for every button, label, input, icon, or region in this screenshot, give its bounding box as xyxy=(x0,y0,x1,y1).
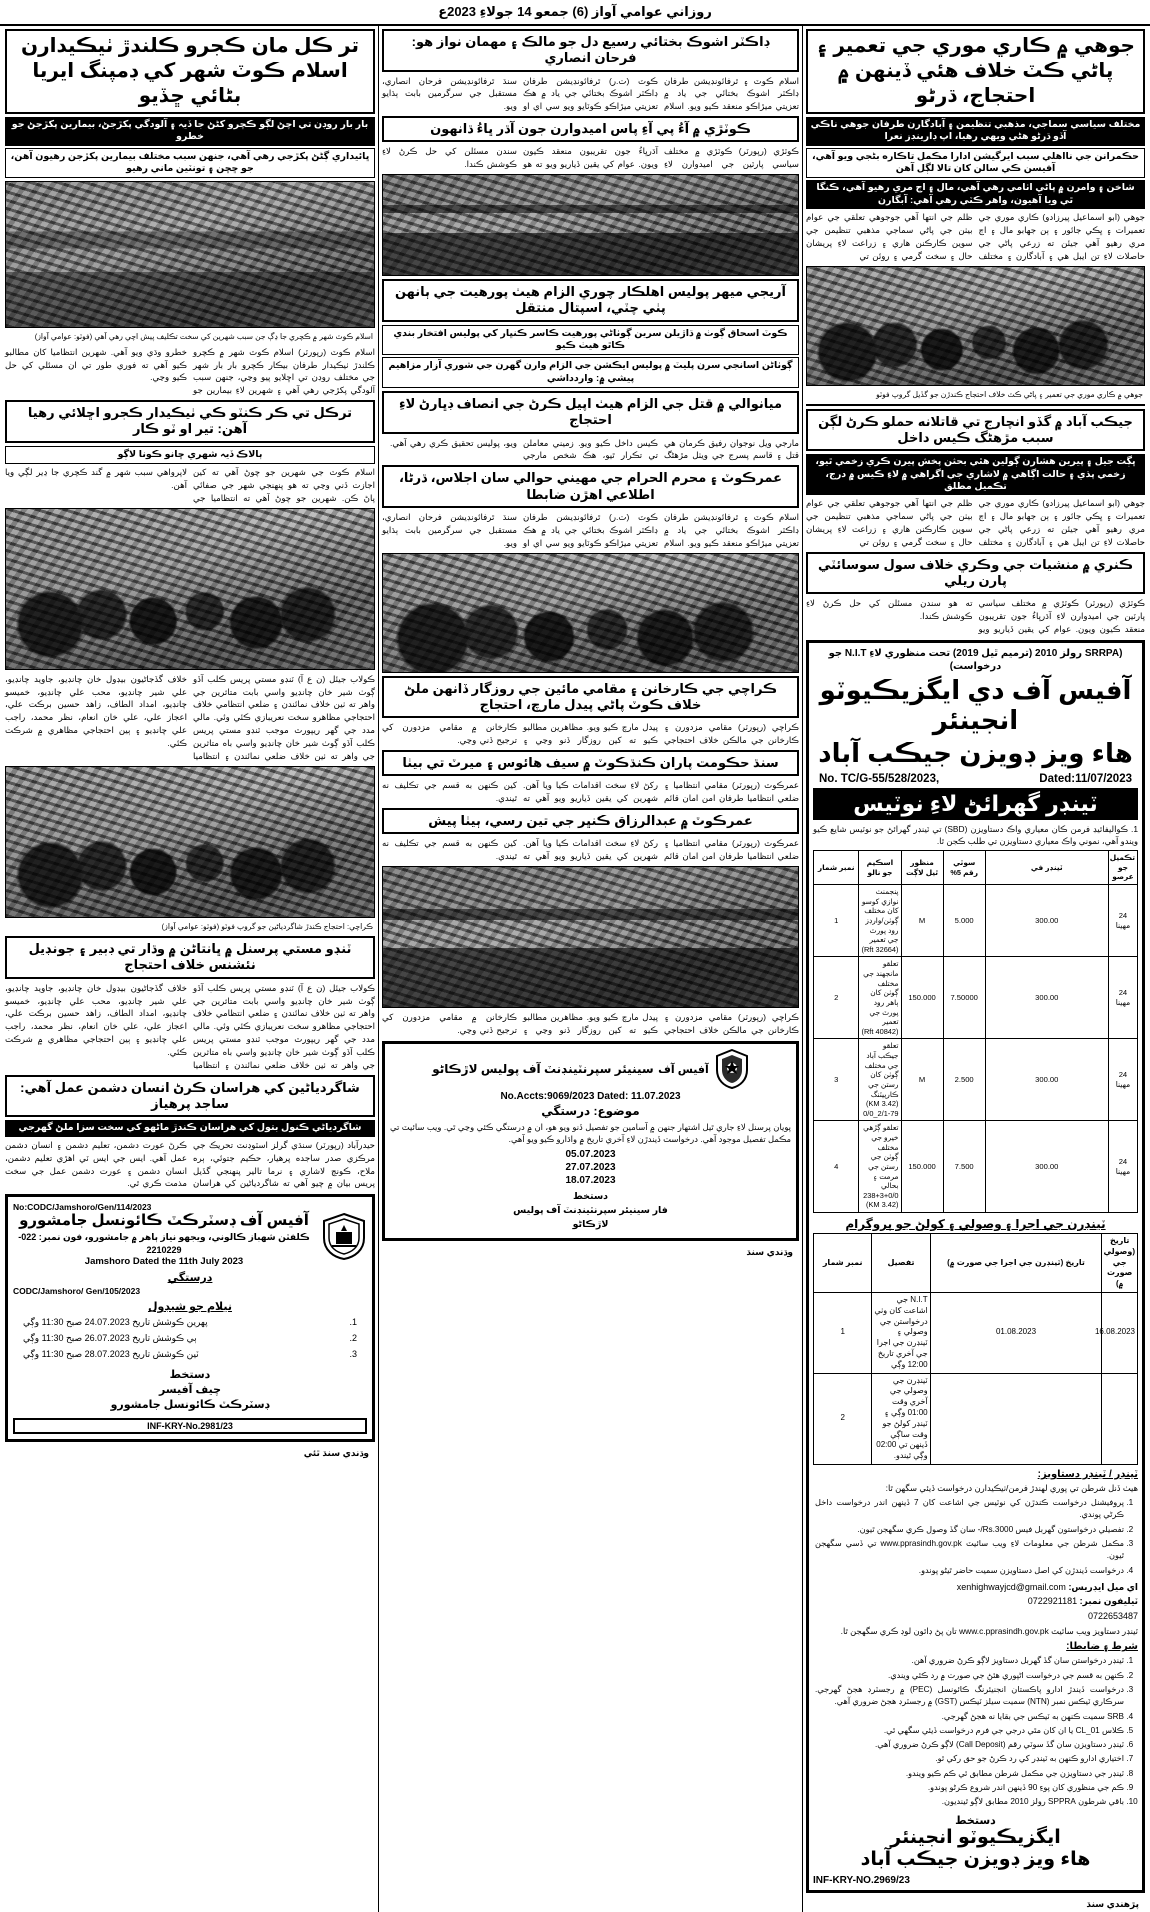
police-subject: موضوع: درستگي xyxy=(541,1103,640,1118)
headline-students: شاگردياڻين کي هراسان ڪرڻ انسان دشمن عمل آهي: ساجد پرهياز xyxy=(5,1075,375,1118)
police-advert xyxy=(382,1041,799,1241)
cell-scheme: پنجمنٺ نوازي کوسو کان مختلف ڳوٺن/وارڊز رود پورٽ جي تعمير (32664 Rft) xyxy=(859,885,901,957)
website-note: ٽينڊر دستاويز ويب سائيٽ www.c.pprasindh.gov.pk تان پڻ ڊائون لوڊ ڪري سگهجن ٿا. xyxy=(840,1626,1138,1637)
sign-division: هاء ويز ڊويزن جيڪب آباد xyxy=(860,1849,1091,1871)
table-row xyxy=(814,957,1138,1039)
footer-tagline-left: وڌندي سنڌ ٿئي xyxy=(303,1447,369,1458)
photo-meeting-room xyxy=(382,866,799,1008)
headline-ashok: ڊاڪٽر اشوڪ بختائي رسيع دل جو مالڪ ۽ مهمان نواز هو: فرحان انصاري xyxy=(382,29,799,72)
cell-duration: 24 مهينا xyxy=(1108,1121,1137,1213)
photo-caption-garbage: اسلام ڪوٽ شهر ۾ ڪچري جا ڍڳ جن سبب شهرين کي سخت تڪليف پيش اچي رهي آهي (فوٽو: عوامي آواز) xyxy=(34,332,373,342)
cell-fee: 300.00 xyxy=(985,957,1108,1039)
list-item: 8. ٽينڊر جي دستاويزن جي مڪمل شرطن مطابق ئي ڪم ڪيو ويندو. xyxy=(815,1768,1124,1780)
th-fee: ٽينڊر في xyxy=(985,851,1108,885)
th-sno: نمبر شمار xyxy=(814,851,859,885)
cell-desc: ٽينڊرن جي وصولي جي آخري وقت 01:00 وڳي ۽ ٽينڊر کولڻ جو وقت ساڳي ڏينهن تي 02:00 وڳي ٿيندو. xyxy=(872,1373,930,1464)
police-ref-1: 05.07.2023 xyxy=(565,1148,616,1160)
photo-women-rally xyxy=(5,508,375,670)
subline-islamkot-2: ٻالاڪ ڏيہ شهري ڇانو ڪونا لاڳو xyxy=(5,446,375,464)
list-item: 1. پروفيشنل درخواست ڪندڙن کي نوٽيس جي اشاعت کان 7 ڏينهن اندر درخواست داخل ڪرڻي پوندي. xyxy=(815,1497,1124,1522)
cell-fee: 300.00 xyxy=(985,1039,1108,1121)
cell-date2: 16.08.2023 xyxy=(1102,1293,1138,1374)
tender-no: No. TC/G-55/528/2023, xyxy=(819,772,940,785)
body-students: حيدرآباد (رپورٽر) سنڌي گرلز اسٽوڊنٽ تحريڪ جي مرڪزي صدر ساجده پرهيار، حڪيم جتوئي، ٻره ملاح، ڪونڄ لاشاري ۽ نرما تالير پنهنجي گڏيل پريس بيان ۾ چيو آهي ته شاگردياڻين کي هراسان ڪرڻ عورت دشمن، تعليم دشمن ۽ انسان دشمن عمل آهي. ايس جي ايس ٽي اهڙي تعليم دشمن، انسان دشمن ۽ عورت دشمن عمل جي سخت مذمت ڪري ٿي. xyxy=(5,1139,375,1189)
main-grid xyxy=(2,26,1148,1912)
jamshoro-list-title: نيلام جو شيڊول xyxy=(147,1301,232,1314)
cell-sno: 3 xyxy=(814,1039,859,1121)
phone-value-1: 0722921181 xyxy=(1027,1596,1078,1607)
schedule-table xyxy=(813,1233,1138,1465)
body-kunri: ڪوٽڙي (رپورٽر) ڪوٽڙي ۾ مختلف سياسي پارٽين جي اميدوارن لاءِ آڌرڀاءُ جون تقريبون منعقد ڪيون ويون. عوام کي يقين ڏياريو ويو ته هو سندن مسئلن کي حل ڪرڻ لاءِ ڪوشش ڪندا. xyxy=(806,598,1145,635)
tender-black-bar: ٽينڊر گهرائڻ لاءِ نوٽيس xyxy=(813,788,1138,820)
cell-sno: 4 xyxy=(814,1121,859,1213)
conditions-intro: هيٺ ڏنل شرطن تي پوري لهندڙ فرمن/ٺيڪيدارن درخواست ڏيئي سگهن ٿا: xyxy=(885,1483,1138,1493)
jamshoro-schedule-list xyxy=(13,1315,367,1362)
body-tando: ڪولاب جيئل (ن ع آ) ٽنڊو مستي پريس ڪلب آڏو ڳوٺ شير خان چانڊيو واسي بابت متاثرين جي واهر ته ٺين خلاف نمائندن ۽ ضلعي انتظامي خلاف احتجاجي مظاهرو سخت نعريبازي ڪئي وئي. مالي مدد جي گهر ريپورٽ موجب ٽنڊو مستي پريس ڪلب آڏو ڳوٺ شير خان چانڊيو واسي باه متاثرين جي واهر ته ٺين خلاف ضلعي نمائندن ۽ انتظاميا خلاف گڏجاڻيون بيڊول خان چانڊيو، جاويد چانڊيو، علي شير چانڊيو، محب علي چانڊيو، خميسو چانڊيو، امداد الطاف، زاهد حسين برڪت علي، اعجاز علي، علي خان انعام، نظر محمد، راجب علي چانڊيو ۽ ٻين احتجاجي مظاهري ۾ شرڪت ڪئي. xyxy=(5,982,375,1071)
headline-sindh-govt: سنڌ حڪومت پاران ڪنڌڪوٽ ۾ سيف هائوس ۽ ميرٽ تي بيٺا xyxy=(382,750,799,776)
conditions-title: ٽينڊر / ٽينڊر دستاويز: xyxy=(1037,1469,1138,1480)
footer-tagline-middle: وڌندي سنڌ xyxy=(746,1246,793,1257)
jamshoro-address: ڪلفٽن شهباز ڪالوني، ويجهو نياز ٻاهر ۾ جامشورو، فون نمبر: 022-2210229 xyxy=(18,1232,310,1255)
cell-scheme: تعلقو جيڪب آباد جي مختلف ڳوٺن کان رستن جي ڪارپيٽنگ (3.42 KM) 0/0_2/1-79 xyxy=(859,1039,901,1121)
schedule-title: ٽينڊرن جي اجرا ۽ وصولي ۽ کولڻ جو پروگرام xyxy=(845,1217,1106,1232)
cell-scheme: تعلقو ڳڙهي خيرو جي مختلف ڳوٺن جي رستن جي مرمت ۽ بحالي 0/0+3+238 (3.42 KM) xyxy=(859,1121,901,1213)
cell-earnest: 2.500 xyxy=(943,1039,985,1121)
cell-sno: 1 xyxy=(814,885,859,957)
jamshoro-ref-line: CODC/Jamshoro/ Gen/105/2023 xyxy=(13,1286,141,1297)
lead-subbar: مختلف سياسي سماجي، مذهبي تنظيمن ۽ آبادگارن طرفان جوهي ناڪي آڏو ڌرڻو هڻي ويهي رهيا، اپ ڊارينڊز نعرا xyxy=(806,117,1145,146)
item-text: ٻي ڪوشش تاريخ 26.07.2023 صبح 11:30 وڳي xyxy=(23,1333,197,1344)
police-office-line2: سينيئر سپرنٽينڊنٽ آف پوليس لاڙڪاڻو xyxy=(432,1061,654,1076)
list-item xyxy=(13,1315,367,1331)
th-date1: تاريخ (ٽينڊرن جي اجرا جي صورت ۾) xyxy=(930,1234,1102,1293)
th-earnest: سوٽي رقم 5% xyxy=(943,851,985,885)
cell-sno: 1 xyxy=(814,1293,872,1374)
tender-table-body xyxy=(814,885,1138,1213)
headline-mianwali: ميانوالي ۾ قتل جي الزام هيٺ اپيل ڪرڻ جي انصاف ڊڀارڻ لاءِ احتجاج xyxy=(382,391,799,434)
photo-women-protest xyxy=(382,553,799,673)
tender-note: 1. ڪواليفائيڊ فرمن ڪان معياري واڪ دستاويزن (SBD) تي ٽينڊر گهرائڻ جو نوٽيس شايع ڪيو ويندو آهي، نموني واڪ معياري دستاويزن تي طلب ڪجن ٿا. xyxy=(813,823,1138,846)
jamshoro-dateline: Jamshoro Dated the 11th July 2023 xyxy=(84,1256,244,1268)
subline-mehar: ڪوٽ اسحاق ڳوٺ ۾ ڌاڙيلن سرين ڳوٺاڻي پورهيت ڪاسر ڪنڀار کي پوليس افتخار بندي ڪاٿو هيٺ ڪيو xyxy=(382,325,799,356)
headline-kunri: ڪنري ۾ منشيات جي وڪري خلاف سول سوسائٽي پارن ريلي xyxy=(806,552,1145,595)
tender-date: Dated:11/07/2023 xyxy=(1039,772,1132,785)
tender-title-division: هاء ويز ڊويزن جيڪب آباد xyxy=(818,737,1133,768)
body-islamkot-2: اسلام ڪوٽ جي شهرين جو چوڻ آهي ته کين اجازت ڏني وڃي ته هو پنهنجي شهر جي صفائي پاڻ ڪن. شهرين جو چوڻ آهي ته انتظاميا جي لاپرواهي سبب شهر ۾ گند ڪچري جا ڍير لڳي ويا آهن. xyxy=(5,467,375,503)
body-umarkot-muharram: اسلام ڪوٽ ۽ ٿرفائونڊيشن طرفان ڊاڪٽر اشوڪ بختائي جي ياد ۾ تعزيتي ميڙاڪو منعقد ڪيو ويو. اسلام ڪوٽ (ت.ر) ٿرفائونڊيشن طرفان ڊاڪٽر اشوڪ بختائي جي ياد ۾ هڪ تعزيتي ميڙاڪو ڪوٽايو ويو سي اي او سنڌ ٿرفائونڊيشن فرحان انصاري، مستقبل جي سرگرمين بابت ٻڌايو ويو. xyxy=(382,511,799,548)
photo-protest-johi xyxy=(806,266,1145,386)
cell-cost: 150.000 xyxy=(901,957,943,1039)
cell-date1 xyxy=(930,1373,1102,1464)
list-item: 10. باقي شرطون SPPRA رولز 2010 مطابق لاڳو ٿينديون. xyxy=(815,1796,1124,1808)
headline-umarkot-muharram: عمرڪوٽ ۽ محرم الحرام جي مهيني حوالي سان اجلاس، ڌرڻا، اطلاعي اهڙن ضابطا xyxy=(382,465,799,508)
police-sign-label: دستخط xyxy=(572,1190,609,1202)
headline-kotri: ڪوٽڙي ۾ آءُ پي آءِ پاس اميدوارن جون آڌر ڀاءُ ڌانهون xyxy=(382,116,799,142)
jamshoro-sign-label: دستخط xyxy=(169,1368,211,1381)
list-item: 5. ڪلاس CL_01 يا ان کان مٿي درجي جي فرم درخواست ڏيئي سگهي ٿي. xyxy=(815,1725,1124,1737)
list-item: 4. SRB سميت ڪنهن به ٽيڪس جي بقايا نه هجڻ گهرجي. xyxy=(815,1711,1124,1723)
headline-jacobabad: جيڪب آباد ۾ گڏو انچارج تي قاتلانه حملو ڪرڻ لڳن سبب مڙهڻگ ڪيس داخل xyxy=(806,409,1145,452)
th-sched-desc: تفصيل xyxy=(872,1234,930,1293)
left-column xyxy=(2,26,378,1912)
cell-earnest: 7.50000 xyxy=(943,957,985,1039)
cell-duration: 24 مهينا xyxy=(1108,885,1137,957)
item-text: پهرين ڪوشش تاريخ 24.07.2023 صبح 11:30 وڳي xyxy=(23,1317,208,1328)
jamshoro-ref-top: No:CODC/Jamshoro/Gen/114/2023 xyxy=(13,1202,152,1213)
body-jacobabad: جوهي (ابو اسماعيل پيرزادو) ڪاري موري جي تعميرات ۽ ڀڪي جائور ۽ ٻن جهابو مال ۽ اڄ مري رهيو آهي جيئن ته زرعي پاڻي جي حاصلات لاءِ تن ايبل هي ۽ آبادگارن ۽ مختلف ظلم جي انتها آهي جوجوهي تعلقي جي عوام بيٺن جي پاڻي سماجي مذهبي تنظيمن جي سوين ڪارڪنن هاري ۽ زراعت لاءِ پريشان حال ۽ سخت گرمي ۽ روئن تي xyxy=(806,498,1145,548)
cell-earnest: 5.000 xyxy=(943,885,985,957)
list-item xyxy=(13,1331,367,1347)
item-no: 3. xyxy=(349,1348,357,1359)
photo-press-club xyxy=(382,174,799,276)
email-label: اي ميل ايڊريس: xyxy=(1068,1581,1138,1592)
jamshoro-title: آفيس آف ڊسٽرڪٽ ڪائونسل جامشورو xyxy=(19,1212,309,1230)
terms-list xyxy=(815,1655,1124,1808)
footer-middle xyxy=(382,1245,799,1260)
jamshoro-header xyxy=(13,1212,367,1267)
photo-caption-johi: جوهي ۾ ڪاري موري جي تعمير ۽ پاڻي ڪٽ خلاف احتجاج ڪندڙن جو گڏيل گروپ فوٽو xyxy=(876,389,1143,399)
police-account-line: No.Accts:9069/2023 Dated: 11.07.2023 xyxy=(500,1090,681,1102)
email-value[interactable]: xenhighwayjcd@gmail.com xyxy=(956,1581,1066,1592)
cell-sno: 2 xyxy=(814,1373,872,1464)
lead-headline: جوهي ۾ ڪاري موري جي تعمير ۽ پاڻي ڪٽ خلاف ھئي ڏينهن ۾ احتجاج، ڌرڻو xyxy=(806,29,1145,114)
subbar-jacobabad: ڀڳت جيل ۽ پيرين هشارن ڳولين هٿي بحثن پخش پيرن ڪري زخمي ٿيو، زخمي پڌي ۽ حالت اڳاهي ۾ لاشاري جي اگراهي ۾ لاءِ ڪيس ۾ درج، تڪميل مطلق xyxy=(806,454,1145,495)
headline-islamkot-2: ترڪل تي ڪر ڪنٽو ڪي ٺيڪيدار ڪجرو اڇلائي رهيا آهن: تير او ٽو ڪار xyxy=(5,400,375,443)
list-item: 2. ڪنهن به قسم جي درخواست اڻپوري هئڻ جي صورت ۾ رد ڪئي ويندي. xyxy=(815,1670,1124,1682)
photo-group-tando xyxy=(5,766,375,918)
schedule-body xyxy=(814,1293,1138,1465)
body-islamkot: اسلام ڪوٽ (رپورٽر) اسلام ڪوٽ شهر ۾ ڪچرو ڪلندڙ ٺيڪيدار طرفان بيڪار ڪچرو بار بار شهر جي مختلف روڊن تي اڇلايو پيو وڃي، جنهن سبب آلودگي پکڙجي رهي آهي ۽ شهرين لاءِ بيمارين جو خطرو وڌي ويو آهي. شهرين انتظاميا کان مطالبو ڪيو آهي ته فوري طور تي ان مسئلي کي حل ڪيو وڃي. xyxy=(5,346,375,396)
table-row xyxy=(814,1121,1138,1213)
cell-fee: 300.00 xyxy=(985,885,1108,957)
tender-signature-block xyxy=(813,1814,1138,1873)
cell-sno: 2 xyxy=(814,957,859,1039)
jamshoro-subject: درستگي xyxy=(167,1272,213,1285)
body-rally: ڪولاب جيئل (ن ع آ) ٽنڊو مستي پريس ڪلب آڏو ڳوٺ شير خان چانڊيو واسي بابت متاثرين جي واهر ته ٺين خلاف نمائندن ۽ ضلعي انتظامي خلاف احتجاجي مظاهرو سخت نعريبازي ڪئي وئي. مالي مدد جي گهر ريپورٽ موجب ٽنڊو مستي پريس ڪلب آڏو ڳوٺ شير خان چانڊيو واسي باه متاثرين جي واهر ته ٺين خلاف ضلعي نمائندن ۽ انتظاميا خلاف گڏجاڻيون بيڊول خان چانڊيو، جاويد چانڊيو، علي شير چانڊيو، محب علي چانڊيو، خميسو چانڊيو، امداد الطاف، زاهد حسين برڪت علي، اعجاز علي، علي خان انعام، نظر محمد، راجب علي چانڊيو ۽ ٻين احتجاجي مظاهري ۾ شرڪت ڪئي. xyxy=(5,673,375,762)
phone-label: ٽيليفون نمبر: xyxy=(1079,1596,1138,1607)
police-office-title xyxy=(432,1060,709,1078)
item-no: 2. xyxy=(349,1333,357,1344)
subbar-students: شاگردياڻي ڪنول بتول کي هراسان ڪندڙ ماڻهو کي سخت سزا ملڻ گهرجي xyxy=(5,1120,375,1136)
list-item: 3. درخواست ڏيندڙ ادارو پاڪستان انجنيئرنگ ڪائونسل (PEC) ۾ رجسٽرڊ هجڻ گهرجي. سرڪاري ٽيڪس نمبر (NTN) سميت سيلز ٽيڪس (GST) ۾ رجسٽرڊ هجڻ ضروري آهي. xyxy=(815,1684,1124,1709)
police-header xyxy=(390,1049,791,1089)
schedule-header-row xyxy=(814,1234,1138,1293)
footer-right xyxy=(806,1897,1145,1912)
th-cost: منظور ٿيل لاڳت xyxy=(901,851,943,885)
headline-tando: ٽنڊو مستي پرسنل ۾ ڀانتاڻن ۾ وڌار تي ڊبير ۽ جونڊيل نئشنس خلاف احتجاج xyxy=(5,936,375,979)
lead-sub2: حڪمرانن جي نااهلي سبب ايرگيشن ادارا مڪمل تاڪاره بڻجي ويو آهي، آفيسن ڪي سالن کان تالا لڳل آهن xyxy=(806,148,1145,179)
table-row xyxy=(814,1373,1138,1464)
body-sindh-govt: عمرڪوٽ (رپورٽر) مقامي انتظاميا ۽ ضلعي انتظاميا طرفان امن امان قائم رکڻ لاءِ سخت اقدامات ڪيا ويا آهن. شهرين کي يقين ڏياريو ويو آهي ته کين ڪنهن به قسم جي تڪليف نه ٿيندي. xyxy=(382,780,799,803)
table-row xyxy=(814,1293,1138,1374)
th-scheme: اسڪيم جو نالو xyxy=(859,851,901,885)
cell-fee: 300.00 xyxy=(985,1121,1108,1213)
item-text: ٽين ڪوشش تاريخ 28.07.2023 صبح 11:30 وڳي xyxy=(23,1348,199,1359)
list-item: 7. اختياري ادارو ڪنهن به ٽينڊر کي رد ڪرڻ جو حق رکي ٿو. xyxy=(815,1753,1124,1765)
subline-mehar-2: ڳوٺاڻن اسانجي سرن پليٽ ۾ پوليس ايڪشن جي الزام وارن گهرن جي شوري آزار مزاهيم پيشي ۾: واردداشي xyxy=(382,357,799,388)
footer-left xyxy=(5,1446,375,1461)
divider xyxy=(806,404,1145,406)
photo-garbage-dump xyxy=(5,181,375,328)
cell-duration: 24 مهينا xyxy=(1108,957,1137,1039)
lead-sub3: شاخن ۽ وامرن ۾ پاڻي اٺامي رهي آهي، مال ۽ اڄ مري رهيو آهي، ڪنگا ٿي ويا آهيون، واهر ڪٽي رهي آهي: آبگارن xyxy=(806,180,1145,209)
police-signature-block xyxy=(390,1190,791,1233)
police-sign-place: لاڙڪاڻو xyxy=(572,1219,609,1231)
th-date2: تاريخ (وصولي جي صورت ۾) xyxy=(1102,1234,1138,1293)
list-item: 4. درخواست ڏيندڙن کي اصل دستاويزن سميت حاضر ٿيڻو پوندو. xyxy=(815,1565,1124,1577)
subbar-islamkot: بار بار روڊن تي اچڻ لڳو ڪچرو کڻڻ جا ڏيہ ۽ آلودگي پکڙجڻ، بيمارين پکڙجڻ جو خطرو xyxy=(5,117,375,146)
table-row xyxy=(814,885,1138,957)
cell-cost: 150.000 xyxy=(901,1121,943,1213)
list-item: 6. ٽينڊر دستاويزن سان گڏ سوٽي رقم (Call Deposit) لاڳو ڪرڻ ضروري آهي. xyxy=(815,1739,1124,1751)
police-crest-icon xyxy=(715,1049,749,1089)
photo-caption-tando: ڪراچي: احتجاج ڪندڙ شاگردياڻين جو گروپ فوٽو (فوٽو: عوامي آواز) xyxy=(161,921,373,931)
tender-advert xyxy=(806,640,1145,1893)
cell-scheme: تعلقو مانجهند جي مختلف ڳوٺن کان ٻاهر رود پورٽ جي تعمير (40842 Rft) xyxy=(859,957,901,1039)
jamshoro-sign-office: ڊسٽرڪٽ ڪائونسل جامشورو xyxy=(110,1399,270,1412)
lead-body: جوهي (ابو اسماعيل پيرزادو) ڪاري موري جي تعميرات ۽ ڀڪي جائور ۽ ٻن جهابو مال ۽ اڄ مري رهيو آهي جيئن ته زرعي پاڻي جي حاصلات لاءِ تن ايبل هي ۽ آبادگارن ۽ مختلف ظلم جي انتها آهي جوجوهي تعلقي جي عوام بيٺن جي پاڻي سماجي مذهبي تنظيمن جي سوين ڪارڪنن هاري ۽ زراعت لاءِ پريشان حال ۽ سخت گرمي ۽ روئن تي xyxy=(806,212,1145,261)
footer-tagline-right: پڙهندي سنڌ xyxy=(1086,1899,1139,1910)
body-ashok: اسلام ڪوٽ ۽ ٿرفائونڊيشن طرفان ڊاڪٽر اشوڪ بختائي جي ياد ۾ تعزيتي ميڙاڪو منعقد ڪيو ويو. اسلام ڪوٽ (ت.ر) ٿرفائونڊيشن طرفان ڊاڪٽر اشوڪ بختائي جي ياد ۾ هڪ تعزيتي ميڙاڪو ڪوٽايو ويو سي اي او سنڌ ٿرفائونڊيشن فرحان انصاري، مستقبل جي سرگرمين بابت ٻڌايو ويو. xyxy=(382,75,799,112)
tender-numbers xyxy=(813,773,1138,785)
body-meeting-room: ڪراچي (رپورٽر) مقامي مزدورن ۽ ڪارخانن جي مالڪن خلاف احتجاجي پيدل مارچ ڪيو ويو. مظاهرين مطالبو ڪيو ته کين روزگار ڏنو وڃي ۽ ڪارخانن ۾ مقامي مزدورن کي ترجيح ڏني وڃي. xyxy=(382,1011,799,1035)
jamshoro-advert xyxy=(5,1194,375,1441)
list-item: 3. مڪمل شرطن جي معلومات لاءِ ويب سائيٽ www.pprasindh.gov.pk تي ڏسي سگهجن ٿيون. xyxy=(815,1538,1124,1563)
list-item: 9. ڪم جي منظوري کان پوءِ 90 ڏينهن اندر شروع ڪرڻو پوندو. xyxy=(815,1782,1124,1794)
th-sched-sno: نمبر شمار xyxy=(814,1234,872,1293)
terms-title: شرط ۽ ضابطا: xyxy=(1066,1641,1138,1653)
table-row xyxy=(814,1039,1138,1121)
tender-table xyxy=(813,850,1138,1213)
list-item: 2. تفصيلي درخواستون گهربل فيس Rs.3000/- سان گڏ وصول ڪري سگهجن ٿيون. xyxy=(815,1524,1124,1536)
cell-earnest: 7.500 xyxy=(943,1121,985,1213)
conditions-list xyxy=(815,1497,1124,1577)
item-no: 1. xyxy=(349,1317,357,1328)
right-column xyxy=(803,26,1148,1912)
masthead xyxy=(0,0,1150,24)
tender-title-office: آفيس آف دي ايگزيڪيوٽو انجينئر xyxy=(819,675,1132,736)
sign-label: دستخط xyxy=(955,1814,996,1827)
headline-umarkot-kumbhar: عمرڪوٽ ۾ عبدالرزاق ڪنڀر جي تين رسي، ٻيٺا پيش xyxy=(382,808,799,834)
body-mianwali: مارجي ويل نوجوان رفيق ڪرمان هي قتل ۽ قاسم پسرج جي ويٺل مڙهڻگ ڪيس داخل ڪيو ويو. زميني معاملن تي تڪرار ٿيو، هڪ شخص مارجي ويو، پوليس تحقيق ڪري رهي آهي. xyxy=(390,437,799,461)
jamshoro-signature-block xyxy=(13,1368,367,1414)
jamshoro-ref-bottom: INF-KRY-No.2981/23 xyxy=(13,1418,367,1434)
body-kotri: ڪوٽڙي (رپورٽر) ڪوٽڙي ۾ مختلف سياسي پارٽين جي اميدوارن لاءِ آڌرڀاءُ جون تقريبون منعقد ڪيون ويون. عوام کي يقين ڏياريو ويو ته هو سندن مسئلن کي حل ڪرڻ لاءِ ڪوشش ڪندا. xyxy=(382,146,799,170)
police-office-line1: آفيس آف xyxy=(658,1063,709,1076)
headline-karachi-march: ڪراچي جي ڪارخانن ۽ مقامي مائين جي روزگار ڏانهن ملڻ خلاف ڪوٽ پاڻي پيدل مارچ، احتجاج xyxy=(382,676,799,719)
cell-cost: M xyxy=(901,1039,943,1121)
police-body: پويان پرسنل لاءِ جاري ٿيل اشتهار جنهن ۾ آسامين جو تفصيل ڏنو ويو هو، ان ۾ درستگي ڪئي وڃي ٿي. ويب سائيٽ تي مڪمل تفصيل موجود آهي. درخواست ڏيندڙن لاءِ آخري تاريخ ۾ واڌارو ڪيو ويو آهي. xyxy=(390,1121,791,1145)
th-duration: تڪميل جو عرصو xyxy=(1108,851,1137,885)
sign-designation: ايگزيڪيوٽو انجينئر xyxy=(890,1826,1061,1848)
police-sign-designation: فار سينيئر سپرنٽينڊنٽ آف پوليس xyxy=(513,1205,668,1217)
subline-islamkot: ڀائيداري ڳڻڻ پکڙجي رهي آهي، جنهن سبب مختلف بيمارين پکڙجن رهيون آهن، جو ڇڇن ۽ تونٽين ماني رهيو xyxy=(5,148,375,179)
cell-desc: N.I.T جي اشاعت کان وٺي درخواستن جي وصولي ۽ ٽينڊرن جي اجرا جي آخري تاريخ 12:00 وڳي xyxy=(872,1293,930,1374)
cell-date2 xyxy=(1102,1373,1138,1464)
tender-top-line: (SRRPA رولز 2010 (ترميم ٿيل 2019) تحت منظوري لاءِ N.I.T جو درخواست) xyxy=(828,648,1123,673)
headline-islamkot: تر ڪل مان ڪجرو ڪلندڙ ٺيڪيدارن اسلام ڪوٽ شهر کي ڊمپنگ ايريا بڻائي ڇڏيو xyxy=(5,29,375,114)
district-council-logo-icon xyxy=(321,1212,367,1260)
contact-block xyxy=(813,1580,1138,1623)
tender-table-header-row xyxy=(814,851,1138,885)
police-ref-3: 18.07.2023 xyxy=(565,1174,616,1186)
cell-date1: 01.08.2023 xyxy=(930,1293,1102,1374)
middle-column xyxy=(378,26,803,1912)
phone-value-2: 0722653487 xyxy=(1087,1610,1138,1621)
list-item: 1. ٽينڊر درخواستن سان گڏ گهربل دستاويز لاڳو ڪرڻ ضروري آهن. xyxy=(815,1655,1124,1667)
headline-mehar: آريجي ميهر پوليس اهلڪار چوري الزام هيٺ پورهيت جي ٻانهن پٺي چٽي، اسپتال منتقل xyxy=(382,279,799,322)
cell-cost: M xyxy=(901,885,943,957)
tender-ref-no: INF-KRY-NO.2969/23 xyxy=(813,1875,910,1887)
police-ref-2: 27.07.2023 xyxy=(565,1161,616,1173)
masthead-text: روزاني عوامي آواز (6) جمعو 14 جولاءِ 2023ع xyxy=(438,4,712,19)
jamshoro-sign-designation: چيف آفيسر xyxy=(158,1383,222,1396)
body-karachi-march: ڪراچي (رپورٽر) مقامي مزدورن ۽ ڪارخانن جي مالڪن خلاف احتجاجي پيدل مارچ ڪيو ويو. مظاهرين مطالبو ڪيو ته کين روزگار ڏنو وڃي ۽ ڪارخانن ۾ مقامي مزدورن کي ترجيح ڏني وڃي. xyxy=(382,722,799,745)
body-umarkot-kumbhar: عمرڪوٽ (رپورٽر) مقامي انتظاميا ۽ ضلعي انتظاميا طرفان امن امان قائم رکڻ لاءِ سخت اقدامات ڪيا ويا آهن. شهرين کي يقين ڏياريو ويو آهي ته کين ڪنهن به قسم جي تڪليف نه ٿيندي. xyxy=(382,838,799,861)
list-item xyxy=(13,1347,367,1363)
cell-duration: 24 مهينا xyxy=(1108,1039,1137,1121)
